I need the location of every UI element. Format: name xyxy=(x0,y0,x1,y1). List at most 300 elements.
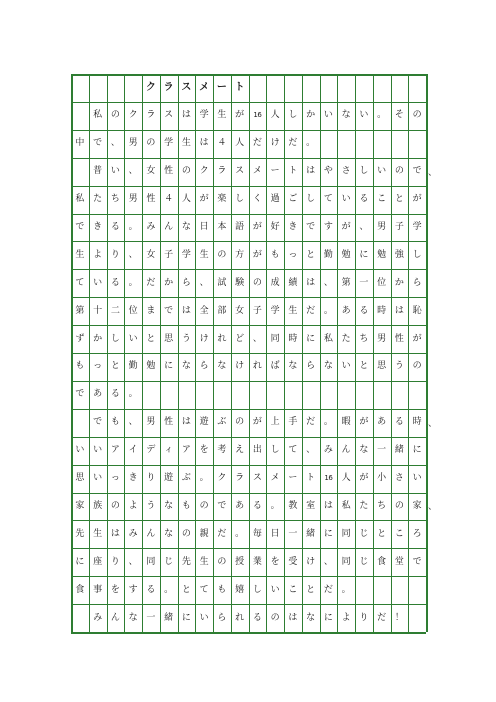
grid-char: ４ xyxy=(164,194,174,205)
grid-char: 上 xyxy=(270,417,280,428)
grid-char: 好 xyxy=(270,221,280,232)
grid-char: 、 xyxy=(199,277,209,288)
grid-char: 語 xyxy=(235,221,245,232)
grid-char: で xyxy=(75,221,85,232)
grid-char: ク xyxy=(128,110,138,121)
grid-char: ラ xyxy=(146,110,156,121)
grid-char: ぶ xyxy=(217,417,227,428)
grid-char: な xyxy=(181,361,191,372)
grid-char: 室 xyxy=(306,500,316,511)
grid-char: 、 xyxy=(306,445,316,456)
grid-char: の xyxy=(146,138,156,149)
grid-char: し xyxy=(235,194,245,205)
grid-char: る xyxy=(359,305,369,316)
grid-char: 中 xyxy=(75,138,85,149)
grid-char: メ xyxy=(199,81,210,93)
grid-char: こ xyxy=(288,584,298,595)
grid-char: い xyxy=(75,445,85,456)
grid-char: 緒 xyxy=(394,445,404,456)
grid-char: や xyxy=(323,166,333,177)
grid-char: な xyxy=(164,500,174,511)
grid-char: は xyxy=(181,110,191,121)
grid-char: に xyxy=(164,361,174,372)
grid-char: 。 xyxy=(323,417,333,428)
grid-char: 嬉 xyxy=(235,584,245,595)
grid-char: 位 xyxy=(377,277,387,288)
grid-char: し xyxy=(270,445,280,456)
grid-char: で xyxy=(217,500,227,511)
grid-char: 遊 xyxy=(199,417,209,428)
grid-char: 人 xyxy=(341,473,351,484)
grid-char: 、 xyxy=(128,166,138,177)
grid-char: に xyxy=(306,333,316,344)
grid-char: る xyxy=(252,500,262,511)
grid-char: ー xyxy=(270,166,280,177)
grid-char: で xyxy=(412,556,422,567)
grid-char: き xyxy=(93,221,103,232)
grid-char: き xyxy=(128,473,138,484)
grid-char: が xyxy=(252,221,262,232)
grid-char: 性 xyxy=(164,166,174,177)
grid-char: み xyxy=(128,528,138,539)
grid-char: ス xyxy=(181,81,192,93)
grid-char: に xyxy=(323,528,333,539)
grid-char: け xyxy=(270,138,280,149)
grid-char: に xyxy=(412,445,422,456)
grid-char: ア xyxy=(110,445,120,456)
grid-char: に xyxy=(75,556,85,567)
grid-char: 考 xyxy=(217,445,227,456)
grid-char: え xyxy=(235,445,245,456)
grid-char: 男 xyxy=(128,194,138,205)
grid-char: が xyxy=(252,417,262,428)
grid-char: で xyxy=(306,221,316,232)
grid-char: し xyxy=(110,333,120,344)
grid-char: 親 xyxy=(199,528,209,539)
grid-char: 、 xyxy=(359,221,369,232)
grid-char: 学 xyxy=(199,110,209,121)
grid-char: な xyxy=(306,612,316,623)
margin-punctuation: 、 xyxy=(428,502,438,513)
grid-char: 、 xyxy=(128,556,138,567)
grid-char: ち xyxy=(377,500,387,511)
grid-char: は xyxy=(199,138,209,149)
grid-char: ば xyxy=(270,361,280,372)
grid-char: 男 xyxy=(377,221,387,232)
grid-char: け xyxy=(235,361,245,372)
grid-char: だ xyxy=(377,612,387,623)
grid-char: い xyxy=(341,194,351,205)
grid-char: 時 xyxy=(377,305,387,316)
grid-char: し xyxy=(306,194,316,205)
grid-char: ク xyxy=(145,81,156,93)
grid-char: っ xyxy=(110,473,120,484)
grid-char: 試 xyxy=(217,277,227,288)
grid-char: 一 xyxy=(359,277,369,288)
grid-char: あ xyxy=(93,389,103,400)
grid-char: 子 xyxy=(252,305,262,316)
grid-char: の xyxy=(394,500,404,511)
grid-char: て xyxy=(199,584,209,595)
grid-char: 。 xyxy=(235,528,245,539)
grid-char: の xyxy=(252,277,262,288)
grid-char: 同 xyxy=(146,556,156,567)
grid-char: 思 xyxy=(75,473,85,484)
grid-char: 、 xyxy=(128,417,138,428)
grid-char: が xyxy=(412,333,422,344)
grid-char: ー xyxy=(288,473,298,484)
grid-char: て xyxy=(75,277,85,288)
grid-char: あ xyxy=(377,417,387,428)
grid-char: に xyxy=(181,612,191,623)
grid-char: か xyxy=(93,333,103,344)
grid-char: 、 xyxy=(323,277,333,288)
grid-char: を xyxy=(110,584,120,595)
grid-char: 、 xyxy=(252,333,262,344)
grid-char: 女 xyxy=(146,166,156,177)
grid-char: は xyxy=(323,500,333,511)
grid-char: ー xyxy=(216,81,227,93)
grid-char: 遊 xyxy=(164,473,174,484)
grid-char: ア xyxy=(181,445,191,456)
grid-char: 成 xyxy=(270,277,280,288)
grid-char: ト xyxy=(306,473,316,484)
grid-char: 同 xyxy=(341,556,351,567)
grid-char: も xyxy=(110,417,120,428)
grid-char: り xyxy=(110,249,120,260)
grid-char: 日 xyxy=(270,528,280,539)
grid-char: を xyxy=(270,556,280,567)
grid-char: ト xyxy=(234,81,245,93)
grid-char: 家 xyxy=(75,500,85,511)
grid-char: よ xyxy=(128,500,138,511)
grid-char: ら xyxy=(412,277,422,288)
grid-char: 業 xyxy=(252,556,262,567)
grid-char: 性 xyxy=(394,333,404,344)
grid-char: 全 xyxy=(199,305,209,316)
grid-char: 生 xyxy=(93,528,103,539)
grid-char: 勉 xyxy=(377,249,387,260)
grid-char: ク xyxy=(199,166,209,177)
grid-char: 勤 xyxy=(323,249,333,260)
grid-char: ん xyxy=(146,528,156,539)
grid-char: う xyxy=(394,361,404,372)
grid-char: た xyxy=(93,194,103,205)
grid-char: 。 xyxy=(377,110,387,121)
grid-char: も xyxy=(181,500,191,511)
grid-char: 思 xyxy=(164,333,174,344)
grid-char: ト xyxy=(288,166,298,177)
grid-char: て xyxy=(323,194,333,205)
grid-char: 生 xyxy=(75,249,85,260)
grid-char: ど xyxy=(235,333,245,344)
grid-char: あ xyxy=(341,305,351,316)
grid-char: 男 xyxy=(377,333,387,344)
grid-char: い xyxy=(93,277,103,288)
grid-char: だ xyxy=(306,305,316,316)
grid-char: い xyxy=(110,166,120,177)
grid-char: ち xyxy=(359,333,369,344)
grid-char: は xyxy=(306,277,316,288)
grid-char: 毎 xyxy=(252,528,262,539)
manuscript-sheet xyxy=(71,74,438,632)
grid-char: い xyxy=(377,166,387,177)
grid-char: な xyxy=(288,361,298,372)
grid-char: デ xyxy=(146,445,156,456)
grid-char: 座 xyxy=(93,556,103,567)
grid-char: が xyxy=(412,194,422,205)
grid-char: ４ xyxy=(217,138,227,149)
grid-char: 本 xyxy=(217,221,227,232)
grid-char: ず xyxy=(75,333,85,344)
grid-char: が xyxy=(235,110,245,121)
grid-char: 緒 xyxy=(164,612,174,623)
grid-char: 食 xyxy=(377,556,387,567)
grid-char: み xyxy=(323,445,333,456)
grid-char: あ xyxy=(235,500,245,511)
grid-char: 授 xyxy=(235,556,245,567)
grid-char: れ xyxy=(235,612,245,623)
grid-char: た xyxy=(341,333,351,344)
grid-char: 。 xyxy=(199,473,209,484)
grid-char: 人 xyxy=(235,138,245,149)
grid-char: て xyxy=(288,445,298,456)
grid-char: 第 xyxy=(341,277,351,288)
grid-char: 出 xyxy=(252,445,262,456)
grid-char: 生 xyxy=(288,305,298,316)
grid-char: 過 xyxy=(270,194,280,205)
grid-char: 時 xyxy=(288,333,298,344)
grid-char: じ xyxy=(359,528,369,539)
grid-char: ぶ xyxy=(181,473,191,484)
grid-char: り xyxy=(110,556,120,567)
grid-char: 恥 xyxy=(412,305,422,316)
grid-char: 生 xyxy=(181,138,191,149)
grid-char: ら xyxy=(181,277,191,288)
grid-char: し xyxy=(288,110,298,121)
grid-char: い xyxy=(128,333,138,344)
grid-char: 。 xyxy=(128,277,138,288)
grid-char: 同 xyxy=(341,528,351,539)
grid-char: 楽 xyxy=(217,194,227,205)
grid-char: 性 xyxy=(164,417,174,428)
grid-char: さ xyxy=(394,473,404,484)
grid-char: い xyxy=(412,473,422,484)
grid-char: 績 xyxy=(288,277,298,288)
grid-char: 部 xyxy=(217,305,227,316)
grid-char: 、 xyxy=(128,249,138,260)
grid-char: 16 xyxy=(324,474,333,483)
grid-char: 教 xyxy=(288,500,298,511)
grid-char: る xyxy=(359,194,369,205)
grid-char: な xyxy=(217,361,227,372)
grid-char: の xyxy=(412,110,422,121)
grid-char: た xyxy=(359,500,369,511)
grid-char: だ xyxy=(217,528,227,539)
grid-char: に xyxy=(323,612,333,623)
grid-char: 。 xyxy=(128,389,138,400)
grid-char: ん xyxy=(110,612,120,623)
grid-char: 位 xyxy=(128,305,138,316)
grid-char: い xyxy=(93,445,103,456)
grid-char: と xyxy=(181,584,191,595)
grid-char: も xyxy=(270,249,280,260)
grid-char: ち xyxy=(110,194,120,205)
grid-char: 強 xyxy=(394,249,404,260)
grid-char: 、 xyxy=(323,556,333,567)
grid-char: か xyxy=(306,110,316,121)
grid-char: よ xyxy=(341,612,351,623)
grid-char: き xyxy=(288,221,298,232)
grid-char: よ xyxy=(93,249,103,260)
grid-char: く xyxy=(252,194,262,205)
grid-char: 。 xyxy=(128,221,138,232)
grid-char: 験 xyxy=(235,277,245,288)
grid-char: 食 xyxy=(75,584,85,595)
grid-char: 子 xyxy=(394,221,404,232)
grid-char: だ xyxy=(252,138,262,149)
grid-char: 。 xyxy=(323,305,333,316)
grid-char: は xyxy=(306,166,316,177)
grid-char: の xyxy=(181,528,191,539)
grid-char: れ xyxy=(252,361,262,372)
grid-char: も xyxy=(217,584,227,595)
grid-char: メ xyxy=(252,166,262,177)
grid-row-line xyxy=(71,632,426,634)
grid-char: が xyxy=(199,194,209,205)
grid-char: み xyxy=(146,221,156,232)
grid-char: 普 xyxy=(93,166,103,177)
grid-char: も xyxy=(75,361,85,372)
grid-char: と xyxy=(306,584,316,595)
grid-char: を xyxy=(199,445,209,456)
grid-char: ら xyxy=(217,612,227,623)
grid-char: か xyxy=(164,277,174,288)
grid-char: し xyxy=(252,584,262,595)
grid-char: け xyxy=(306,556,316,567)
grid-char: い xyxy=(199,612,209,623)
grid-char: は xyxy=(181,305,191,316)
grid-char: ら xyxy=(199,361,209,372)
grid-char: ス xyxy=(252,473,262,484)
margin-punctuation: 、 xyxy=(428,167,438,178)
grid-char: こ xyxy=(377,194,387,205)
grid-char: は xyxy=(110,528,120,539)
grid-char: 子 xyxy=(164,249,174,260)
grid-char: と xyxy=(359,361,369,372)
grid-char: は xyxy=(394,305,404,316)
grid-char: ！ xyxy=(394,612,404,623)
grid-char: ま xyxy=(146,305,156,316)
grid-char: だ xyxy=(306,417,316,428)
grid-char: な xyxy=(181,221,191,232)
grid-char: そ xyxy=(394,110,404,121)
grid-char: る xyxy=(394,417,404,428)
grid-char: っ xyxy=(288,249,298,260)
grid-char: と xyxy=(110,361,120,372)
grid-char: い xyxy=(93,473,103,484)
grid-char: 方 xyxy=(235,249,245,260)
grid-char: う xyxy=(181,333,191,344)
grid-char: な xyxy=(359,445,369,456)
grid-char: ご xyxy=(288,194,298,205)
grid-char: だ xyxy=(146,277,156,288)
grid-char: 16 xyxy=(253,111,262,120)
grid-char: 男 xyxy=(128,138,138,149)
grid-char: で xyxy=(164,305,174,316)
grid-char: と xyxy=(306,249,316,260)
grid-char: 時 xyxy=(412,417,422,428)
grid-char: い xyxy=(359,110,369,121)
grid-char: ィ xyxy=(164,445,174,456)
grid-char: 。 xyxy=(164,584,174,595)
grid-char: っ xyxy=(93,361,103,372)
grid-char: ラ xyxy=(163,81,174,93)
grid-char: す xyxy=(323,221,333,232)
grid-char: 生 xyxy=(199,249,209,260)
grid-char: の xyxy=(110,110,120,121)
grid-col-line xyxy=(426,74,428,632)
grid-char: 一 xyxy=(146,612,156,623)
grid-char: 学 xyxy=(270,305,280,316)
grid-char: る xyxy=(146,584,156,595)
grid-char: な xyxy=(128,612,138,623)
grid-char: で xyxy=(412,166,422,177)
grid-char: 人 xyxy=(270,110,280,121)
grid-char: 手 xyxy=(288,417,298,428)
grid-char: な xyxy=(341,110,351,121)
grid-char: と xyxy=(377,528,387,539)
grid-char: 先 xyxy=(75,528,85,539)
grid-char: ら xyxy=(306,361,316,372)
grid-char: ろ xyxy=(412,528,422,539)
grid-char: 女 xyxy=(146,249,156,260)
grid-char: 私 xyxy=(323,333,333,344)
grid-char: の xyxy=(270,612,280,623)
grid-char: す xyxy=(128,584,138,595)
grid-char: り xyxy=(146,473,156,484)
grid-char: が xyxy=(359,473,369,484)
grid-char: か xyxy=(394,277,404,288)
grid-char: り xyxy=(359,612,369,623)
grid-char: け xyxy=(199,333,209,344)
grid-char: じ xyxy=(164,556,174,567)
grid-char: と xyxy=(146,333,156,344)
grid-char: 一 xyxy=(288,528,298,539)
grid-char: 先 xyxy=(181,556,191,567)
grid-char: ん xyxy=(341,445,351,456)
grid-char: 二 xyxy=(110,305,120,316)
grid-char: で xyxy=(93,138,103,149)
grid-char: い xyxy=(270,584,280,595)
grid-char: の xyxy=(235,417,245,428)
grid-char: の xyxy=(217,249,227,260)
grid-char: 勤 xyxy=(128,361,138,372)
grid-char: 暇 xyxy=(341,417,351,428)
grid-char: 緒 xyxy=(306,528,316,539)
grid-char: し xyxy=(359,166,369,177)
grid-char: と xyxy=(394,194,404,205)
grid-char: 。 xyxy=(306,138,316,149)
grid-char: 日 xyxy=(199,221,209,232)
grid-char: メ xyxy=(270,473,280,484)
grid-char: 第 xyxy=(75,305,85,316)
grid-char: れ xyxy=(217,333,227,344)
grid-char: ス xyxy=(235,166,245,177)
grid-char: 小 xyxy=(377,473,387,484)
grid-char: 勉 xyxy=(146,361,156,372)
grid-char: こ xyxy=(394,528,404,539)
